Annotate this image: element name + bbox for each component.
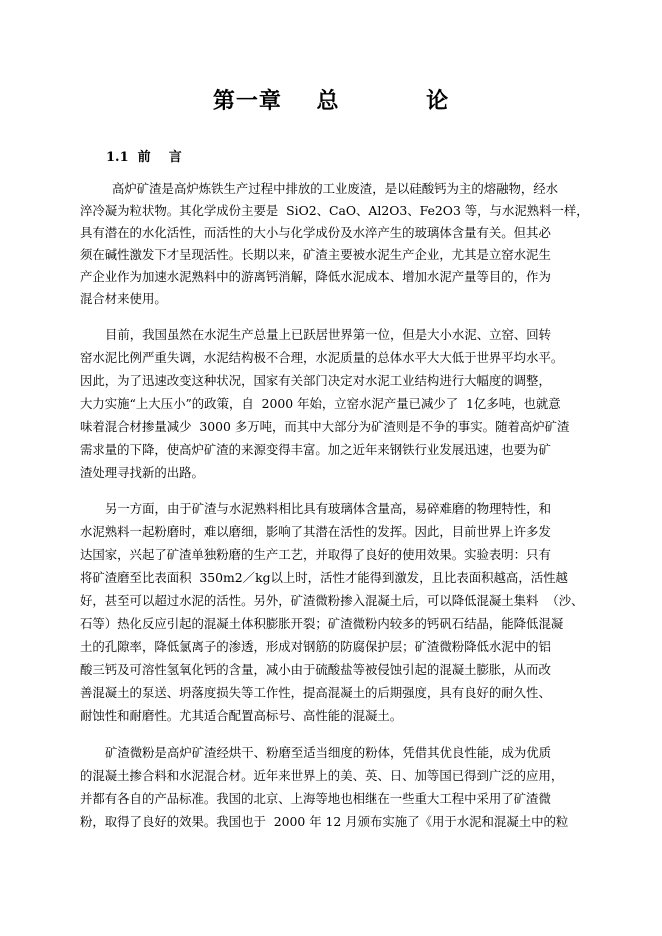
paragraph-line: 达国家，兴起了矿渣单独粉磨的生产工艺，并取得了良好的使用效果。实验表明：只有 — [80, 547, 551, 562]
paragraph-line: 石等）热化反应引起的混凝土体积膨胀开裂；矿渣微粉内较多的钙矾石结晶，能降低混凝 — [80, 616, 564, 631]
paragraph-line: 酸三钙及可溶性氢氧化钙的含量，减小由于硫酸盐等被侵蚀引起的混凝土膨胀，从而改 — [80, 662, 551, 677]
paragraph-line: 大力实施“上大压小”的政策，自 2000 年始，立窑水泥产量已减少了 1亿多吨，也就意 — [80, 396, 561, 411]
paragraph-line: 淬冷凝为粒状物。其化学成份主要是 SiO2、CaO、Al2O3、Fe2O3 等，与水泥熟料一样， — [80, 203, 589, 218]
paragraph-line: 的混凝土掺合料和水泥混合材。近年来世界上的美、英、日、加等国已得到广泛的应用， — [80, 768, 564, 783]
paragraph-line: 需求量的下降，使高炉矿渣的来源变得丰富。加之近年来钢铁行业发展迅速，也要为矿 — [80, 442, 551, 457]
paragraph-line: 好，甚至可以超过水泥的活性。另外，矿渣微粉掺入混凝土后，可以降低混凝土集料 （沙、 — [80, 593, 584, 608]
paragraph-line: 目前，我国虽然在水泥生产总量上已跃居世界第一位，但是大小水泥、立窑、回转 — [105, 327, 552, 342]
paragraph-line: 矿渣微粉是高炉矿渣经烘干、粉磨至适当细度的粉体，凭借其优良性能，成为优质 — [105, 745, 552, 760]
paragraph-line: 味着混合材掺量减少 3000 多万吨，而其中大部分为矿渣则是不争的事实。随着高炉矿渣 — [80, 419, 570, 434]
paragraph-line: 耐蚀性和耐磨性。尤其适合配置高标号、高性能的混凝土。 — [80, 708, 403, 723]
paragraph-line: 土的孔隙率，降低氯离子的渗透，形成对钢筋的防腐保护层；矿渣微粉降低水泥中的铝 — [80, 639, 551, 654]
paragraph-line: 具有潜在的水化活性，而活性的大小与化学成份及水淬产生的玻璃体含量有关。但其必 — [80, 225, 551, 240]
paragraph-line: 另一方面，由于矿渣与水泥熟料相比具有玻璃体含量高，易碎难磨的物理特性，和 — [105, 501, 552, 516]
paragraph-line: 产企业作为加速水泥熟料中的游离钙消解，降低水泥成本、增加水泥产量等目的，作为 — [80, 269, 551, 284]
paragraph-line: 因此，为了迅速改变这种状况，国家有关部门决定对水泥工业结构进行大幅度的调整， — [80, 373, 551, 388]
chapter-title: 第一章 总 论 — [212, 88, 450, 114]
paragraph-line: 渣处理寻找新的出路。 — [80, 465, 204, 480]
paragraph-line: 须在碱性激发下才呈现活性。长期以来，矿渣主要被水泥生产企业，尤其是立窑水泥生 — [80, 247, 551, 262]
paragraph-line: 粉，取得了良好的效果。我国也于 2000 年 12 月颁布实施了《用于水泥和混凝土中的粒 — [80, 814, 569, 829]
paragraph-line: 混合材来使用。 — [80, 291, 167, 306]
paragraph-line: 水泥熟料一起粉磨时，难以磨细，影响了其潜在活性的发挥。因此，目前世界上许多发 — [80, 524, 551, 539]
section-heading: 1.1 前 言 — [106, 150, 182, 165]
paragraph-line: 窑水泥比例严重失调，水泥结构极不合理，水泥质量的总体水平大大低于世界平均水平。 — [80, 350, 564, 365]
paragraph-line: 并都有各自的产品标准。我国的北京、上海等地也相继在一些重大工程中采用了矿渣微 — [80, 791, 551, 806]
paragraph-line: 将矿渣磨至比表面积 350m2／kg以上时，活性才能得到激发，且比表面积越高，活性越 — [80, 570, 568, 585]
paragraph-line: 善混凝土的泵送、坍落度损失等工作性，提高混凝土的后期强度，具有良好的耐久性、 — [80, 685, 551, 700]
paragraph-line: 高炉矿渣是高炉炼铁生产过程中排放的工业废渣，是以硅酸钙为主的熔融物，经水 — [112, 181, 559, 196]
